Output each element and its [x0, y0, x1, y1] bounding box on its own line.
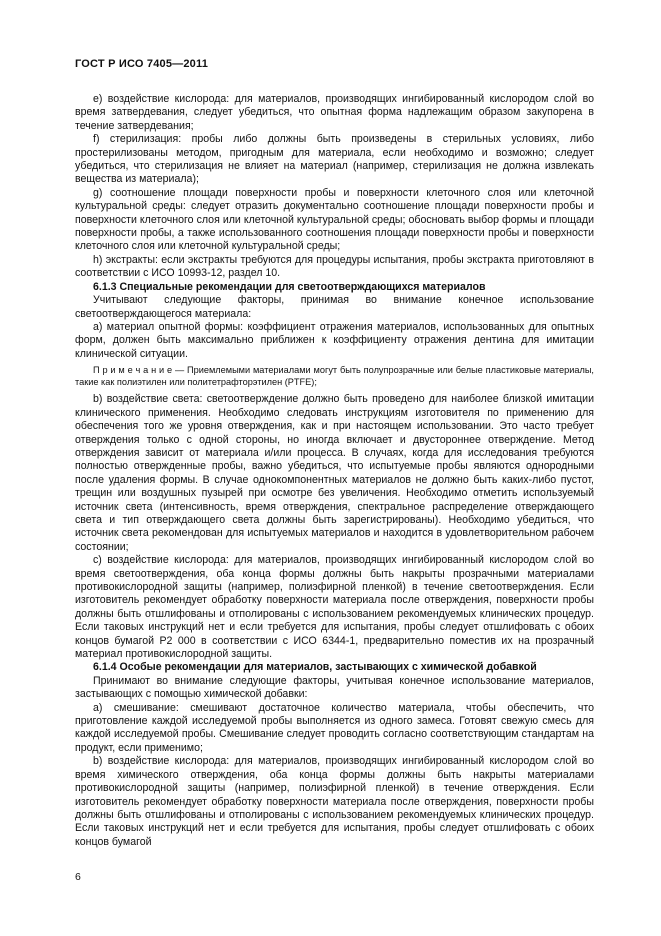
paragraph-item-h: h) экстракты: если экстракты требуются для процедуры испытания, пробы экстракта приготовляют в соответствии с ИСО 10993-12, раздел 10. [75, 253, 594, 280]
paragraph-intro-6-1-3: Учитывают следующие факторы, принимая во внимание конечное использование светоотверждающегося материала: [75, 294, 594, 320]
paragraph-item-6-1-3-c: с) воздействие кислорода: для материалов, производящих ингибированный кислородом слой во время светоотверждения, оба конца формы должны быть накрыты прозрачными материалами противокислородной защиты (например, полиэфирной пленкой) в течение светоотверждения. Если изготовитель рекомендует обработку поверхности материала после отверждения, поверхности пробы должны быть отшлифованы и отполированы с использованием рекомендуемых клинических процедур. Если таковых инструкций нет и если требуется для испытания, пробы следует отшлифовать с обоих концов бумагой Р2 000 в соответствии с ИСО 6344-1, предварительно поместив их на прозрачный материал противокислородной защиты. [75, 554, 594, 661]
paragraph-item-e: e) воздействие кислорода: для материалов, производящих ингибированный кислородом слой во время затвердевания, следует убедиться, что опытная форма надлежащим образом закупорена в течение затвердевания; [75, 93, 594, 132]
paragraph-item-6-1-4-a: а) смешивание: смешивают достаточное количество материала, чтобы обеспечить, что приготовление каждой исследуемой пробы выполняется из одного замеса. Готовят свежую смесь для каждой исследуемой пробы. Смешивание следует проводить согласно соответствующим стандартам на продукт, если применимо; [75, 701, 594, 754]
page-number: 6 [75, 871, 81, 883]
section-heading-6-1-3: 6.1.3 Специальные рекомендации для светоотверждающихся материалов [93, 280, 486, 293]
paragraph-item-g: g) соотношение площади поверхности пробы и поверхности клеточного слоя или клеточной культуральной среды: следует отразить документально соотношение площади поверхности пробы и поверхности клеточного слоя или клеточной культуральной среды; обосновать выбор формы и площади поверхности пробы, а также использованного соотношения площади поверхности пробы и поверхности клеточного слоя или клеточной культуральной среды; [75, 186, 594, 253]
document-body [75, 93, 594, 849]
paragraph-item-6-1-3-b: b) воздействие света: светоотверждение должно быть проведено для наиболее близкой имитации клинического применения. Необходимо следовать инструкциям изготовителя по применению для обеспечения того же уровня отверждения, как и при настоящем использовании. Это часто требует отверждения только с одной стороны, но иногда включает и двустороннее отверждение. Метод отверждения зависит от материала и/или процесса. В случаях, когда для исследования требуются полностью отвержденные пробы, важно убедиться, что испытуемые пробы являются однородными после удаления формы. В случае однокомпонентных материалов не должно быть каких-либо пустот, трещин или воздушных пузырей при осмотре без увеличения. Необходимо отметить используемый источник света (интенсивность, время отверждения, спектральное распределение отверждающего света и тип отверждающего света должны быть зарегистрированы). Необходимо убедиться, что источник света рекомендован для испытуемых материалов и находится в удовлетворительном рабочем состоянии; [75, 393, 594, 553]
document-title-header: ГОСТ Р ИСО 7405—2011 [75, 58, 209, 70]
paragraph-item-6-1-3-a: а) материал опытной формы: коэффициент отражения материалов, использованных для опытных форм, должен быть максимально приближен к коэффициенту отражения дентина для имитации клинической ситуации. [75, 320, 594, 360]
note-6-1-3: П р и м е ч а н и е — Приемлемыми материалами могут быть полупрозрачные или белые пластиковые материалы, такие как полиэтилен или политетрафторэтилен (PTFE); [75, 365, 594, 387]
section-heading-6-1-4: 6.1.4 Особые рекомендации для материалов, застывающих с химической добавкой [93, 661, 537, 674]
paragraph-item-6-1-4-b: b) воздействие кислорода: для материалов, производящих ингибированный кислородом слой во время химического отверждения, оба конца формы должны быть накрыты материалами противокислородной защиты (например, полиэфирной пленкой) в течение отверждения. Если изготовитель рекомендует обработку поверхности материала после отверждения, поверхности пробы должны быть отшлифованы и отполированы с использованием рекомендуемых клинических процедур. Если таковых инструкций нет и если требуется для испытания, пробы следует отшлифовать с обоих концов бумагой [75, 755, 594, 848]
paragraph-item-f: f) стерилизация: пробы либо должны быть произведены в стерильных условиях, либо простерилизованы методом, пригодным для материала, если необходимо и возможно; следует убедиться, что стерилизация не влияет на материал (например, стерилизация не должна извлекать вещества из материала); [75, 133, 594, 186]
paragraph-intro-6-1-4: Принимают во внимание следующие факторы, учитывая конечное использование материалов, застывающих с помощью химической добавки: [75, 674, 594, 701]
